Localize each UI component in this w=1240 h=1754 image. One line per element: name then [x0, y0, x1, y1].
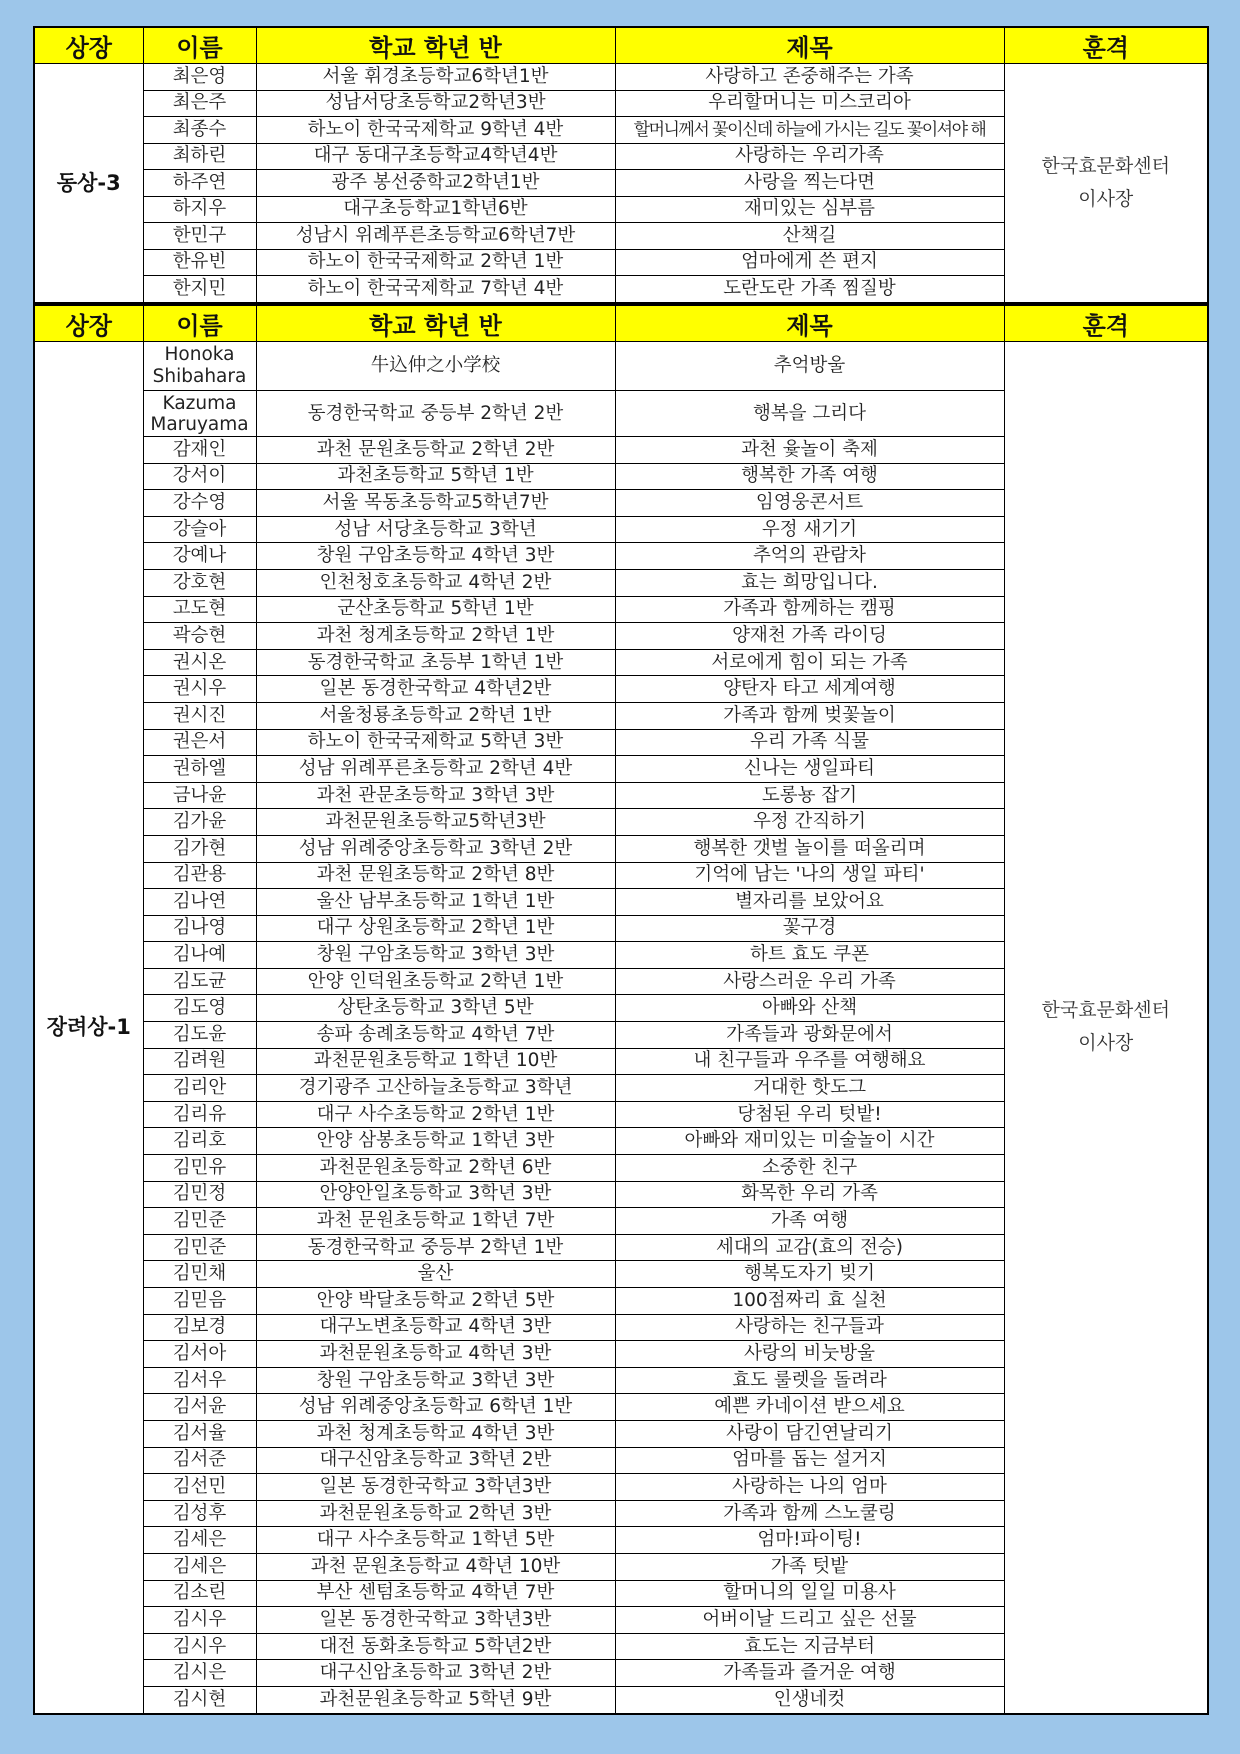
school-grade-class: 동경한국학교 초등부 1학년 1반 — [256, 649, 615, 676]
work-title: 사랑하는 나의 엄마 — [615, 1474, 1004, 1501]
school-grade-class: 군산초등학교 5학년 1반 — [256, 596, 615, 623]
sponsor — [1004, 342, 1208, 1714]
work-title: 기억에 남는 '나의 생일 파티' — [615, 862, 1004, 889]
recipient-name: 최은주 — [143, 90, 256, 117]
school-grade-class: 상탄초등학교 3학년 5반 — [256, 995, 615, 1022]
recipient-name: 김민준 — [143, 1208, 256, 1235]
work-title: 세대의 교감(효의 전승) — [615, 1234, 1004, 1261]
recipient-name: 한유빈 — [143, 249, 256, 276]
school-grade-class: 대구신암초등학교 3학년 2반 — [256, 1447, 615, 1474]
work-title: 우정 새기기 — [615, 516, 1004, 543]
school-grade-class: 동경한국학교 중등부 2학년 1반 — [256, 1234, 615, 1261]
school-grade-class: 일본 동경한국학교 3학년3반 — [256, 1474, 615, 1501]
school-grade-class: 과천 문원초등학교 2학년 2반 — [256, 437, 615, 464]
recipient-name: 강호현 — [143, 569, 256, 596]
school-grade-class: 대구 동대구초등학교4학년4반 — [256, 143, 615, 170]
school-grade-class: 과천문원초등학교 1학년 10반 — [256, 1048, 615, 1075]
school-grade-class: 안양 박달초등학교 2학년 5반 — [256, 1288, 615, 1315]
work-title: 내 친구들과 우주를 여행해요 — [615, 1048, 1004, 1075]
school-grade-class: 하노이 한국국제학교 7학년 4반 — [256, 276, 615, 303]
recipient-name: 권하엘 — [143, 756, 256, 783]
school-grade-class: 창원 구암초등학교 3학년 3반 — [256, 942, 615, 969]
recipient-name: 감재인 — [143, 437, 256, 464]
school-grade-class: 대구 사수초등학교 1학년 5반 — [256, 1527, 615, 1554]
work-title: 사랑하는 우리가족 — [615, 143, 1004, 170]
school-grade-class: 과천문원초등학교 2학년 3반 — [256, 1500, 615, 1527]
recipient-name-line2: Shibahara — [152, 366, 247, 387]
school-grade-class: 울산 — [256, 1261, 615, 1288]
header-row — [34, 27, 1208, 64]
work-title: 행복도자기 빚기 — [615, 1261, 1004, 1288]
work-title: 가족과 함께 벚꽃놀이 — [615, 702, 1004, 729]
school-grade-class: 과천초등학교 5학년 1반 — [256, 463, 615, 490]
school-grade-class: 과천 문원초등학교 2학년 8반 — [256, 862, 615, 889]
recipient-name — [143, 342, 256, 391]
school-grade-class: 대구노변초등학교 4학년 3반 — [256, 1314, 615, 1341]
work-title: 별자리를 보았어요 — [615, 889, 1004, 916]
recipient-name: 한지민 — [143, 276, 256, 303]
school-grade-class: 하노이 한국국제학교 9학년 4반 — [256, 117, 615, 144]
work-title: 우리할머니는 미스코리아 — [615, 90, 1004, 117]
recipient-name: 김나예 — [143, 942, 256, 969]
recipient-name: 김민준 — [143, 1234, 256, 1261]
work-title: 우정 간직하기 — [615, 809, 1004, 836]
header-name: 이름 — [143, 305, 256, 342]
table-body — [34, 342, 1208, 1714]
recipient-name: 금나윤 — [143, 782, 256, 809]
recipient-name: 권은서 — [143, 729, 256, 756]
recipient-name: 김시은 — [143, 1660, 256, 1687]
school-grade-class: 과천문원초등학교5학년3반 — [256, 809, 615, 836]
work-title: 임영웅콘서트 — [615, 490, 1004, 517]
recipient-name: 김선민 — [143, 1474, 256, 1501]
school-grade-class: 과천문원초등학교 4학년 3반 — [256, 1341, 615, 1368]
school-grade-class: 성남 위례중앙초등학교 3학년 2반 — [256, 835, 615, 862]
recipient-name: 김성후 — [143, 1500, 256, 1527]
school-grade-class: 대구신암초등학교 3학년 2반 — [256, 1660, 615, 1687]
header-school: 학교 학년 반 — [256, 305, 615, 342]
school-grade-class: 부산 센텀초등학교 4학년 7반 — [256, 1580, 615, 1607]
work-title: 가족과 함께 스노쿨링 — [615, 1500, 1004, 1527]
work-title: 사랑을 찍는다면 — [615, 170, 1004, 197]
recipient-name: 김민유 — [143, 1155, 256, 1182]
school-grade-class: 하노이 한국국제학교 2학년 1반 — [256, 249, 615, 276]
work-title: 추억의 관람차 — [615, 543, 1004, 570]
work-title: 행복한 갯벌 놀이를 떠올리며 — [615, 835, 1004, 862]
work-title: 도란도란 가족 찜질방 — [615, 276, 1004, 303]
school-grade-class: 일본 동경한국학교 4학년2반 — [256, 676, 615, 703]
recipient-name: 강수영 — [143, 490, 256, 517]
school-grade-class: 안양안일초등학교 3학년 3반 — [256, 1181, 615, 1208]
recipient-name: 김시우 — [143, 1633, 256, 1660]
recipient-name — [143, 391, 256, 437]
work-title: 인생네컷 — [615, 1686, 1004, 1713]
recipient-name: 최하린 — [143, 143, 256, 170]
award-table-bronze — [33, 26, 1209, 304]
recipient-name-line2: Maruyama — [150, 413, 249, 435]
school-grade-class: 인천청호초등학교 4학년 2반 — [256, 569, 615, 596]
work-title: 서로에게 힘이 되는 가족 — [615, 649, 1004, 676]
school-grade-class: 성남 위례중앙초등학교 6학년 1반 — [256, 1394, 615, 1421]
recipient-name: 강서이 — [143, 463, 256, 490]
table-body — [34, 64, 1208, 303]
recipient-name: 김믿음 — [143, 1288, 256, 1315]
recipient-name: 김세은 — [143, 1553, 256, 1580]
work-title: 과천 윷놀이 축제 — [615, 437, 1004, 464]
recipient-name: 김서준 — [143, 1447, 256, 1474]
recipient-name: 곽승현 — [143, 623, 256, 650]
work-title: 꽃구경 — [615, 915, 1004, 942]
recipient-name: 김서우 — [143, 1367, 256, 1394]
work-title: 당첨된 우리 텃밭! — [615, 1101, 1004, 1128]
school-grade-class: 대구초등학교1학년6반 — [256, 196, 615, 223]
work-title: 가족과 함께하는 캠핑 — [615, 596, 1004, 623]
recipient-name: 김세은 — [143, 1527, 256, 1554]
table-row — [34, 342, 1208, 391]
recipient-name: 권시온 — [143, 649, 256, 676]
recipient-name: 김서아 — [143, 1341, 256, 1368]
school-grade-class: 하노이 한국국제학교 5학년 3반 — [256, 729, 615, 756]
work-title: 행복을 그리다 — [615, 391, 1004, 437]
recipient-name: 권시진 — [143, 702, 256, 729]
recipient-name: 하주연 — [143, 170, 256, 197]
recipient-name: 김가현 — [143, 835, 256, 862]
school-grade-class: 서울 목동초등학교5학년7반 — [256, 490, 615, 517]
school-grade-class: 울산 남부초등학교 1학년 1반 — [256, 889, 615, 916]
school-grade-class: 성남 서당초등학교 3학년 — [256, 516, 615, 543]
recipient-name: 김민정 — [143, 1181, 256, 1208]
recipient-name: 김도영 — [143, 995, 256, 1022]
recipient-name: 김시우 — [143, 1607, 256, 1634]
school-grade-class: 창원 구암초등학교 4학년 3반 — [256, 543, 615, 570]
recipient-name: 김도윤 — [143, 1022, 256, 1049]
work-title: 아빠와 산책 — [615, 995, 1004, 1022]
recipient-name: 하지우 — [143, 196, 256, 223]
school-grade-class: 송파 송례초등학교 4학년 7반 — [256, 1022, 615, 1049]
school-grade-class: 과천 관문초등학교 3학년 3반 — [256, 782, 615, 809]
recipient-name: 김도균 — [143, 968, 256, 995]
school-grade-class: 광주 봉선중학교2학년1반 — [256, 170, 615, 197]
school-grade-class: 牛込仲之小学校 — [256, 342, 615, 391]
recipient-name: 김나영 — [143, 915, 256, 942]
work-title: 할머니께서 꽃이신데 하늘에 가시는 길도 꽃이셔야 해 — [615, 117, 1004, 144]
school-grade-class: 동경한국학교 중등부 2학년 2반 — [256, 391, 615, 437]
recipient-name: 김민채 — [143, 1261, 256, 1288]
recipient-name: 강슬아 — [143, 516, 256, 543]
work-title: 화목한 우리 가족 — [615, 1181, 1004, 1208]
school-grade-class: 과천 청계초등학교 2학년 1반 — [256, 623, 615, 650]
header-sponsor: 훈격 — [1004, 27, 1208, 64]
work-title: 가족들과 즐거운 여행 — [615, 1660, 1004, 1687]
recipient-name: 김관용 — [143, 862, 256, 889]
recipient-name: 김보경 — [143, 1314, 256, 1341]
work-title: 가족 텃밭 — [615, 1553, 1004, 1580]
school-grade-class: 성남 위례푸른초등학교 2학년 4반 — [256, 756, 615, 783]
work-title: 엄마를 돕는 설거지 — [615, 1447, 1004, 1474]
work-title: 아빠와 재미있는 미술놀이 시간 — [615, 1128, 1004, 1155]
work-title: 사랑의 비눗방울 — [615, 1341, 1004, 1368]
recipient-name-line1: Kazuma — [162, 392, 237, 414]
work-title: 양재천 가족 라이딩 — [615, 623, 1004, 650]
recipient-name: 김서윤 — [143, 1394, 256, 1421]
recipient-name: 최종수 — [143, 117, 256, 144]
header-title: 제목 — [615, 305, 1004, 342]
work-title: 거대한 핫도그 — [615, 1075, 1004, 1102]
award-name: 동상-3 — [34, 64, 143, 303]
school-grade-class: 대구 사수초등학교 2학년 1반 — [256, 1101, 615, 1128]
sponsor-line1: 한국효문화센터 — [1041, 999, 1170, 1022]
recipient-name: 권시우 — [143, 676, 256, 703]
sponsor — [1004, 64, 1208, 303]
work-title: 사랑하고 존중해주는 가족 — [615, 64, 1004, 91]
work-title: 100점짜리 효 실천 — [615, 1288, 1004, 1315]
recipient-name: 강예나 — [143, 543, 256, 570]
school-grade-class: 대전 동화초등학교 5학년2반 — [256, 1633, 615, 1660]
work-title: 가족들과 광화문에서 — [615, 1022, 1004, 1049]
school-grade-class: 서울 휘경초등학교6학년1반 — [256, 64, 615, 91]
header-school: 학교 학년 반 — [256, 27, 615, 64]
work-title: 엄마에게 쓴 편지 — [615, 249, 1004, 276]
recipient-name: 김서율 — [143, 1420, 256, 1447]
work-title: 사랑하는 친구들과 — [615, 1314, 1004, 1341]
work-title: 효도 룰렛을 돌려라 — [615, 1367, 1004, 1394]
work-title: 엄마!파이팅! — [615, 1527, 1004, 1554]
work-title: 재미있는 심부름 — [615, 196, 1004, 223]
award-name: 장려상-1 — [34, 342, 143, 1714]
school-grade-class: 경기광주 고산하늘초등학교 3학년 — [256, 1075, 615, 1102]
school-grade-class: 과천문원초등학교 5학년 9반 — [256, 1686, 615, 1713]
work-title: 산책길 — [615, 223, 1004, 250]
school-grade-class: 과천 청계초등학교 4학년 3반 — [256, 1420, 615, 1447]
header-award: 상장 — [34, 27, 143, 64]
header-award: 상장 — [34, 305, 143, 342]
school-grade-class: 일본 동경한국학교 3학년3반 — [256, 1607, 615, 1634]
work-title: 예쁜 카네이션 받으세요 — [615, 1394, 1004, 1421]
header-title: 제목 — [615, 27, 1004, 64]
work-title: 사랑스러운 우리 가족 — [615, 968, 1004, 995]
recipient-name: 김시현 — [143, 1686, 256, 1713]
recipient-name: 김리유 — [143, 1101, 256, 1128]
school-grade-class: 과천문원초등학교 2학년 6반 — [256, 1155, 615, 1182]
work-title: 행복한 가족 여행 — [615, 463, 1004, 490]
recipient-name: 김소린 — [143, 1580, 256, 1607]
work-title: 신나는 생일파티 — [615, 756, 1004, 783]
work-title: 우리 가족 식물 — [615, 729, 1004, 756]
recipient-name: 한민구 — [143, 223, 256, 250]
recipient-name: 김리호 — [143, 1128, 256, 1155]
work-title: 하트 효도 쿠폰 — [615, 942, 1004, 969]
recipient-name: 김나연 — [143, 889, 256, 916]
header-row — [34, 305, 1208, 342]
school-grade-class: 과천 문원초등학교 4학년 10반 — [256, 1553, 615, 1580]
work-title: 효도는 지금부터 — [615, 1633, 1004, 1660]
work-title: 양탄자 타고 세계여행 — [615, 676, 1004, 703]
award-table-encouragement — [33, 304, 1209, 1715]
work-title: 효는 희망입니다. — [615, 569, 1004, 596]
sponsor-line1: 한국효문화센터 — [1041, 154, 1170, 177]
recipient-name-line1: Honoka — [164, 344, 235, 365]
school-grade-class: 안양 삼봉초등학교 1학년 3반 — [256, 1128, 615, 1155]
work-title: 가족 여행 — [615, 1208, 1004, 1235]
school-grade-class: 서울청룡초등학교 2학년 1반 — [256, 702, 615, 729]
sponsor-line2: 이사장 — [1078, 1032, 1134, 1055]
header-sponsor: 훈격 — [1004, 305, 1208, 342]
recipient-name: 김려원 — [143, 1048, 256, 1075]
school-grade-class: 대구 상원초등학교 2학년 1반 — [256, 915, 615, 942]
work-title: 추억방울 — [615, 342, 1004, 391]
recipient-name: 김리안 — [143, 1075, 256, 1102]
school-grade-class: 성남시 위례푸른초등학교6학년7반 — [256, 223, 615, 250]
school-grade-class: 성남서당초등학교2학년3반 — [256, 90, 615, 117]
school-grade-class: 창원 구암초등학교 3학년 3반 — [256, 1367, 615, 1394]
school-grade-class: 안양 인덕원초등학교 2학년 1반 — [256, 968, 615, 995]
recipient-name: 김가윤 — [143, 809, 256, 836]
work-title: 할머니의 일일 미용사 — [615, 1580, 1004, 1607]
work-title: 어버이날 드리고 싶은 선물 — [615, 1607, 1004, 1634]
table-row — [34, 64, 1208, 91]
header-name: 이름 — [143, 27, 256, 64]
work-title: 사랑이 담긴연날리기 — [615, 1420, 1004, 1447]
sponsor-line2: 이사장 — [1078, 187, 1134, 210]
recipient-name: 고도현 — [143, 596, 256, 623]
recipient-name: 최은영 — [143, 64, 256, 91]
work-title: 소중한 친구 — [615, 1155, 1004, 1182]
work-title: 도롱뇽 잡기 — [615, 782, 1004, 809]
school-grade-class: 과천 문원초등학교 1학년 7반 — [256, 1208, 615, 1235]
